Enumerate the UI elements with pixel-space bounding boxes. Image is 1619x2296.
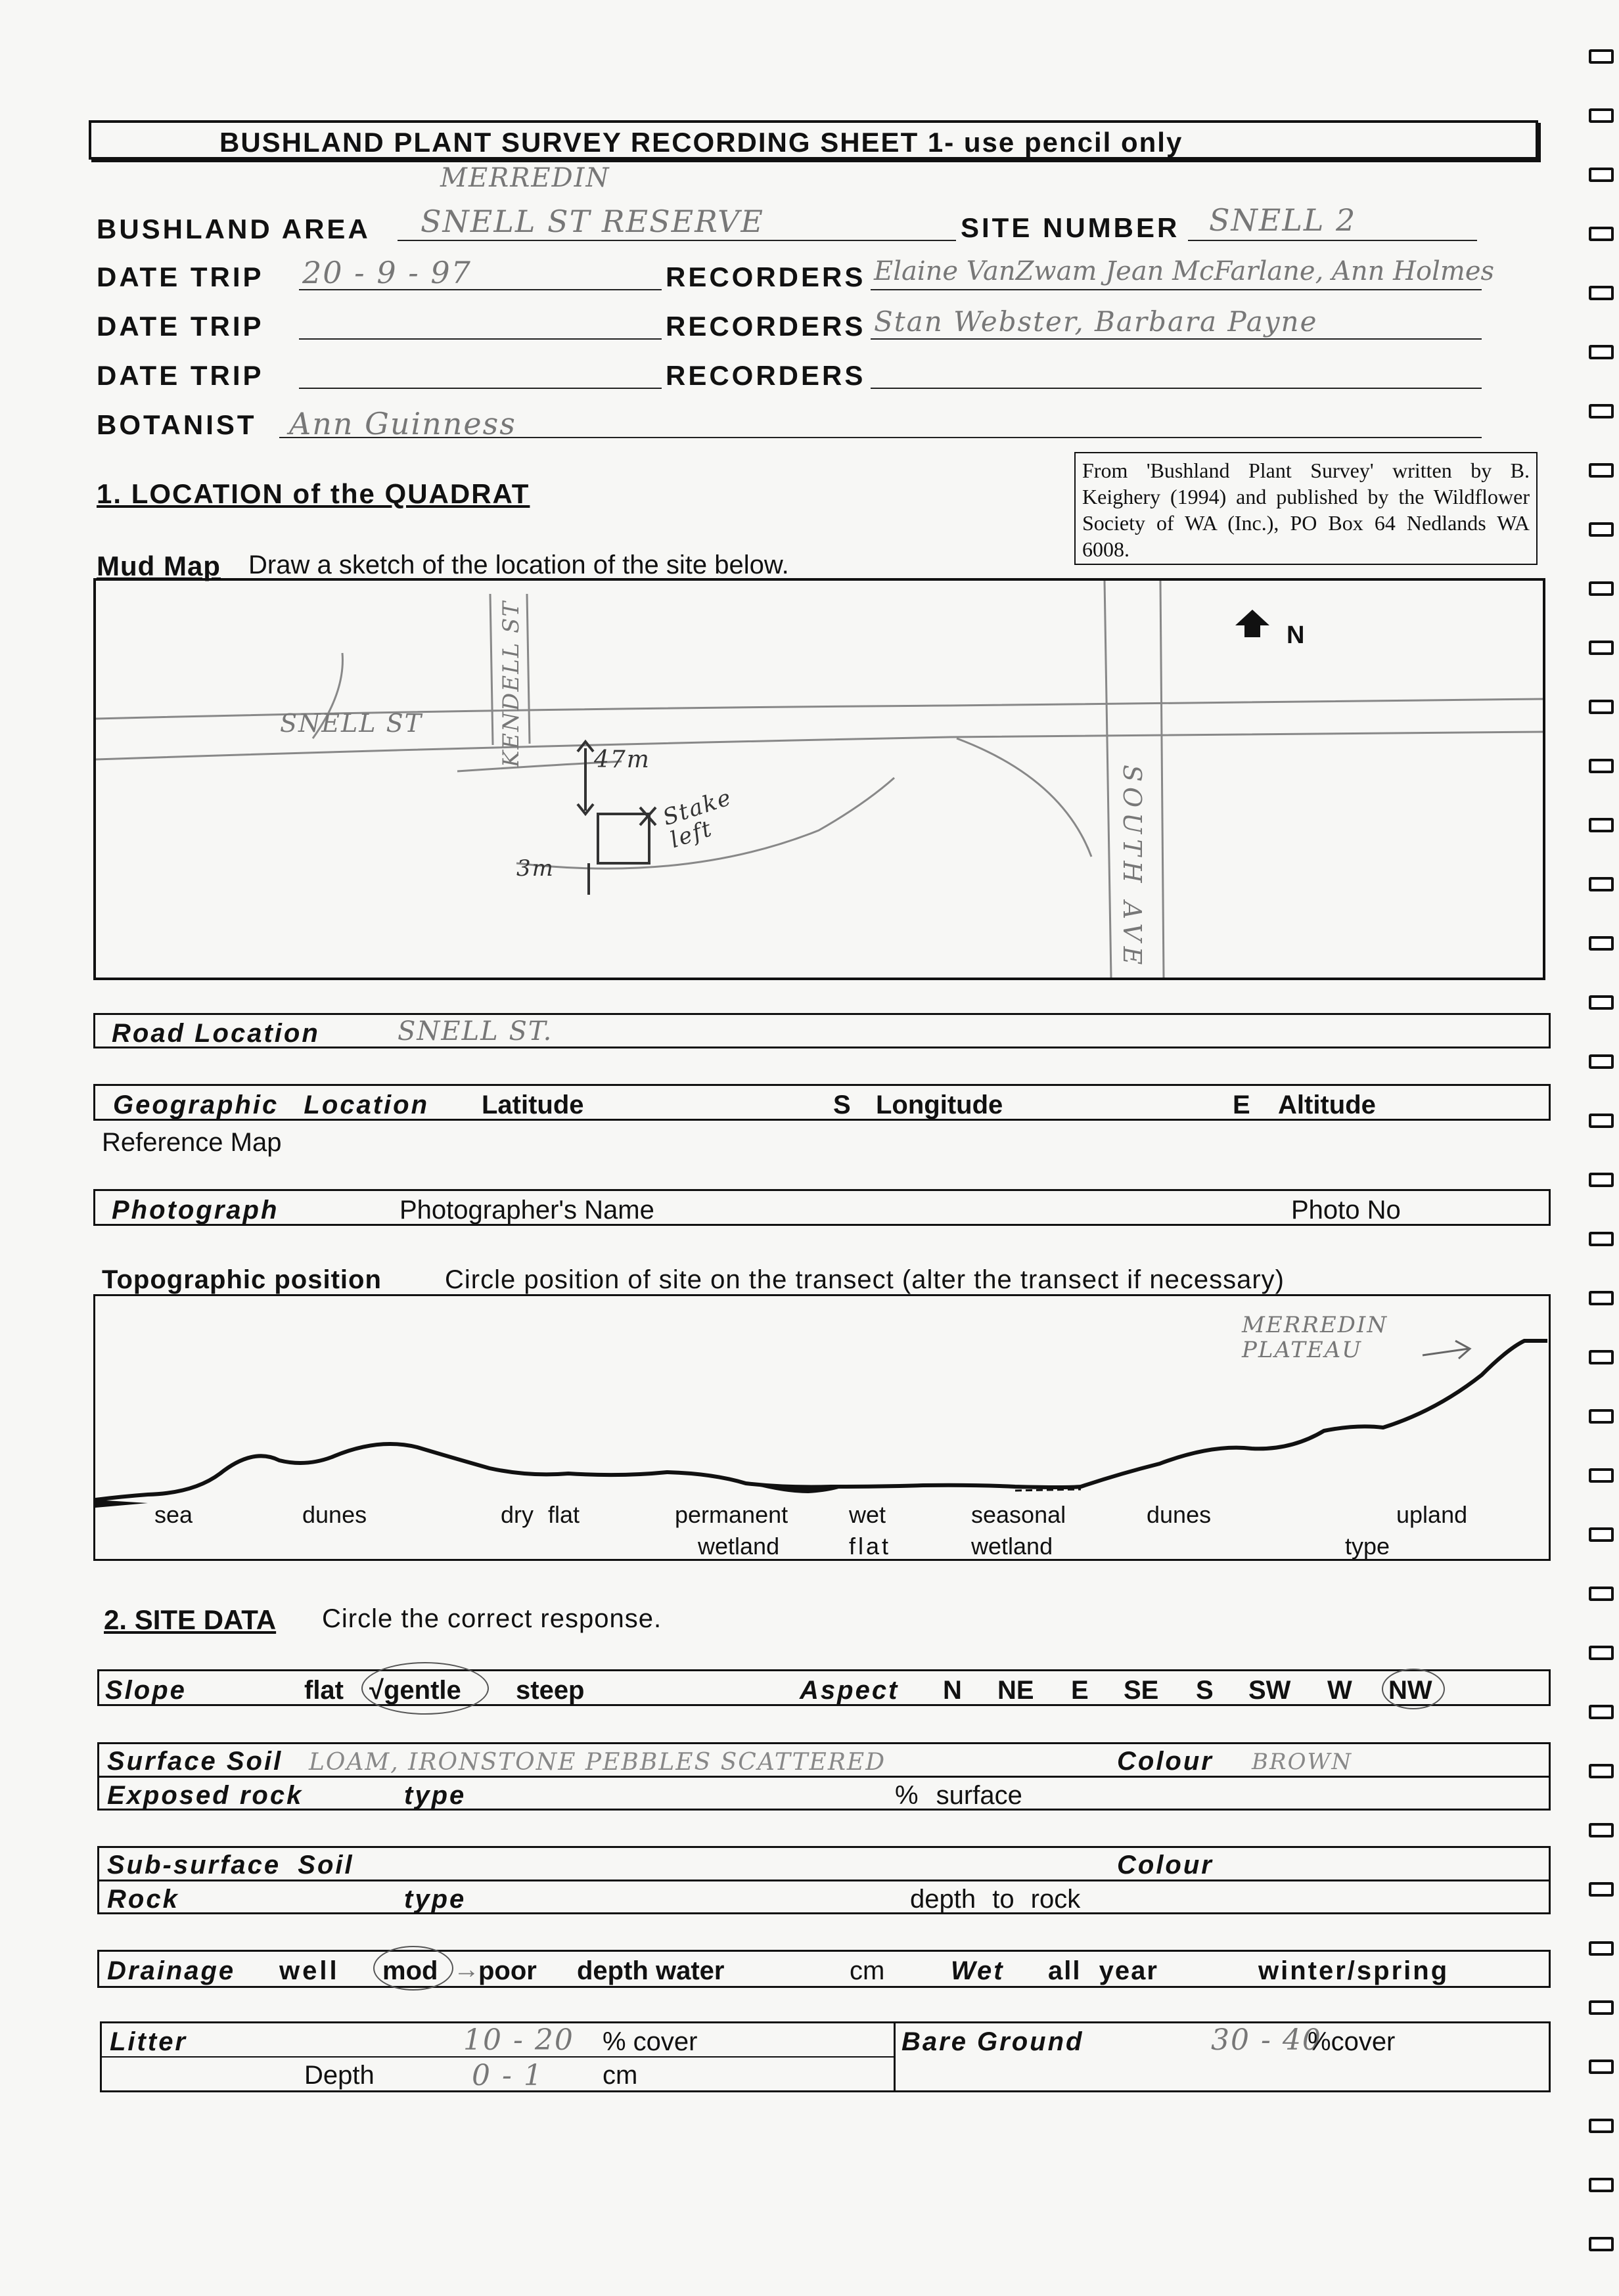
wet-winter-spring[interactable]: winter/spring bbox=[1258, 1956, 1449, 1985]
title-box bbox=[89, 120, 1538, 160]
surface-colour-value[interactable]: BROWN bbox=[1252, 1749, 1353, 1775]
bushland-area-note: MERREDIN bbox=[440, 163, 610, 193]
site-number-label: SITE NUMBER bbox=[961, 212, 1180, 243]
mud-map-instructions: Draw a sketch of the location of the site below. bbox=[248, 551, 789, 579]
north-arrow-icon bbox=[1233, 607, 1272, 640]
trip1-date[interactable]: 20 - 9 - 97 bbox=[302, 255, 472, 290]
transect-permanent-1: permanent bbox=[675, 1501, 788, 1528]
south-ave-curve bbox=[957, 738, 1091, 857]
aspect-nw-circle bbox=[1382, 1669, 1445, 1709]
photographer-name-label: Photographer's Name bbox=[399, 1196, 654, 1225]
transect-dunes-2: dunes bbox=[1147, 1501, 1212, 1528]
drainage-poor[interactable]: poor bbox=[478, 1956, 537, 1985]
transect-upland-2: type bbox=[1345, 1533, 1390, 1560]
recorders-label-1: RECORDERS bbox=[666, 261, 866, 292]
sea-waves bbox=[95, 1500, 148, 1508]
reference-map-label: Reference Map bbox=[102, 1128, 282, 1157]
recorders-label-3: RECORDERS bbox=[666, 360, 866, 391]
subsurface-colour-label: Colour bbox=[1117, 1851, 1214, 1880]
aspect-s[interactable]: S bbox=[1196, 1676, 1214, 1705]
wet-all-year[interactable]: all year bbox=[1048, 1956, 1158, 1985]
trip2-recorders[interactable]: Stan Webster, Barbara Payne bbox=[874, 305, 1318, 338]
section-2-heading: 2. SITE DATA bbox=[104, 1604, 277, 1635]
aspect-se[interactable]: SE bbox=[1124, 1676, 1159, 1705]
rock-type-label: type bbox=[404, 1885, 467, 1914]
topographic-position-label: Topographic position bbox=[102, 1265, 382, 1294]
transect-dry-flat: dry flat bbox=[501, 1501, 580, 1528]
aspect-e[interactable]: E bbox=[1071, 1676, 1089, 1705]
distance-47m: 47m bbox=[594, 746, 650, 773]
street-kendell-label: KENDELL ST bbox=[498, 600, 524, 767]
transect-upland-1: upland bbox=[1396, 1501, 1468, 1528]
plateau-note: MERREDIN PLATEAU bbox=[1242, 1312, 1388, 1363]
quadrat-square bbox=[598, 814, 649, 863]
street-snell-label: SNELL ST bbox=[280, 709, 422, 738]
topographic-instructions: Circle position of site on the transect (alter the transect if necessary) bbox=[445, 1265, 1285, 1294]
transect-wet-2: flat bbox=[849, 1533, 892, 1560]
latitude-s: S bbox=[833, 1091, 851, 1119]
botanist-label: BOTANIST bbox=[97, 409, 257, 440]
depth-water-label: depth water bbox=[577, 1956, 725, 1985]
distance-arrow-47m bbox=[578, 742, 593, 814]
aspect-nw[interactable]: NW bbox=[1388, 1676, 1432, 1705]
aspect-n[interactable]: N bbox=[943, 1676, 962, 1705]
depth-water-cm: cm bbox=[850, 1956, 885, 1985]
slope-steep[interactable]: steep bbox=[516, 1676, 585, 1705]
slope-flat[interactable]: flat bbox=[304, 1676, 344, 1705]
drainage-mod-arrow: → bbox=[453, 1955, 480, 1984]
mud-map-sketch bbox=[96, 581, 1543, 978]
plateau-arrow bbox=[1423, 1341, 1470, 1359]
street-south-label: SOUTH AVE bbox=[1118, 765, 1147, 970]
slope-gentle[interactable]: √gentle bbox=[369, 1676, 461, 1705]
bare-ground-cover: %cover bbox=[1308, 2027, 1396, 2056]
exposed-rock-label: Exposed rock bbox=[107, 1781, 304, 1810]
bushland-area-value[interactable]: SNELL ST RESERVE bbox=[421, 204, 764, 239]
depth-to-rock-label: depth to rock bbox=[910, 1885, 1081, 1914]
photo-no-label: Photo No bbox=[1291, 1196, 1401, 1225]
aspect-label: Aspect bbox=[800, 1676, 900, 1705]
mud-map[interactable] bbox=[93, 578, 1545, 980]
road-location-label: Road Location bbox=[112, 1019, 320, 1048]
bare-ground-value[interactable]: 30 - 40 bbox=[1211, 2023, 1322, 2057]
surface-soil-value[interactable]: LOAM, IRONSTONE PEBBLES SCATTERED bbox=[309, 1749, 886, 1776]
citation-text: From 'Bushland Plant Survey' written by B. Keighery (1994) and published by the Wildflower Society of WA (Inc.), PO Box 64 Nedlands WA 6008. bbox=[1082, 459, 1530, 561]
drainage-label: Drainage bbox=[107, 1956, 236, 1985]
kendell-st-right bbox=[527, 594, 530, 744]
stake-note: Stake left bbox=[659, 784, 735, 854]
slope-label: Slope bbox=[105, 1676, 187, 1705]
transect-permanent-2: wetland bbox=[698, 1533, 780, 1560]
slope-gentle-circle bbox=[361, 1662, 489, 1715]
road-location-value[interactable]: SNELL ST. bbox=[398, 1016, 553, 1047]
transect-seasonal-2: wetland bbox=[971, 1533, 1053, 1560]
south-ave-right bbox=[1160, 581, 1164, 978]
rock-label: Rock bbox=[107, 1885, 179, 1914]
section-2-instructions: Circle the correct response. bbox=[322, 1604, 662, 1633]
transect-box[interactable] bbox=[93, 1294, 1551, 1561]
bushland-area-label: BUSHLAND AREA bbox=[97, 214, 371, 244]
transect-wet-1: wet bbox=[849, 1501, 886, 1528]
date-trip-label-1: DATE TRIP bbox=[97, 261, 264, 292]
recorders-label-2: RECORDERS bbox=[666, 311, 866, 342]
botanist-value[interactable]: Ann Guinness bbox=[289, 406, 516, 441]
surface-soil-label: Surface Soil bbox=[107, 1747, 283, 1776]
surface-colour-label: Colour bbox=[1117, 1747, 1214, 1776]
section-1-heading: 1. LOCATION of the QUADRAT bbox=[97, 478, 530, 509]
south-ave-left bbox=[1105, 581, 1111, 978]
date-trip-label-3: DATE TRIP bbox=[97, 360, 264, 391]
transect-dunes-1: dunes bbox=[302, 1501, 367, 1528]
drainage-mod[interactable]: mod bbox=[382, 1956, 438, 1985]
distance-3m: 3m bbox=[516, 855, 555, 882]
aspect-w[interactable]: W bbox=[1327, 1676, 1352, 1705]
mud-map-label: Mud Map bbox=[97, 551, 221, 581]
bare-ground-label: Bare Ground bbox=[901, 2027, 1084, 2056]
drainage-mod-circle bbox=[373, 1946, 453, 1991]
litter-pct-cover: % cover bbox=[603, 2027, 698, 2056]
litter-depth-value[interactable]: 0 - 1 bbox=[472, 2059, 543, 2092]
date-trip-label-2: DATE TRIP bbox=[97, 311, 264, 342]
photograph-label: Photograph bbox=[112, 1196, 279, 1225]
site-number-value[interactable]: SNELL 2 bbox=[1209, 202, 1357, 238]
north-label: N bbox=[1287, 621, 1305, 649]
transect-line bbox=[95, 1341, 1547, 1500]
altitude-label: Altitude bbox=[1278, 1091, 1376, 1119]
exposed-rock-type-label: type bbox=[404, 1781, 467, 1810]
aspect-ne[interactable]: NE bbox=[997, 1676, 1034, 1705]
transect-seasonal-1: seasonal bbox=[971, 1501, 1066, 1528]
geo-location-label: Geographic Location bbox=[113, 1091, 430, 1119]
aspect-sw[interactable]: SW bbox=[1248, 1676, 1291, 1705]
longitude-e: E bbox=[1233, 1091, 1250, 1119]
drainage-well[interactable]: well bbox=[279, 1956, 340, 1985]
litter-depth-label: Depth bbox=[304, 2061, 375, 2090]
litter-depth-cm: cm bbox=[603, 2061, 638, 2090]
trip1-recorders[interactable]: Elaine VanZwam Jean McFarlane, Ann Holmes bbox=[874, 256, 1495, 286]
sheet-title: BUSHLAND PLANT SURVEY RECORDING SHEET 1- use pencil only bbox=[219, 127, 1183, 158]
longitude-label: Longitude bbox=[876, 1091, 1003, 1119]
litter-label: Litter bbox=[110, 2027, 187, 2056]
kendell-st-left bbox=[490, 594, 493, 745]
latitude-label: Latitude bbox=[482, 1091, 584, 1119]
litter-cover-value[interactable]: 10 - 20 bbox=[463, 2023, 574, 2057]
wet-label: Wet bbox=[951, 1956, 1005, 1985]
seasonal-wetland-dashes bbox=[1015, 1489, 1081, 1491]
transect-sea: sea bbox=[154, 1501, 193, 1528]
percent-surface-label: % surface bbox=[895, 1781, 1022, 1810]
citation-box bbox=[1074, 452, 1538, 565]
subsurface-soil-label: Sub-surface Soil bbox=[107, 1851, 354, 1880]
